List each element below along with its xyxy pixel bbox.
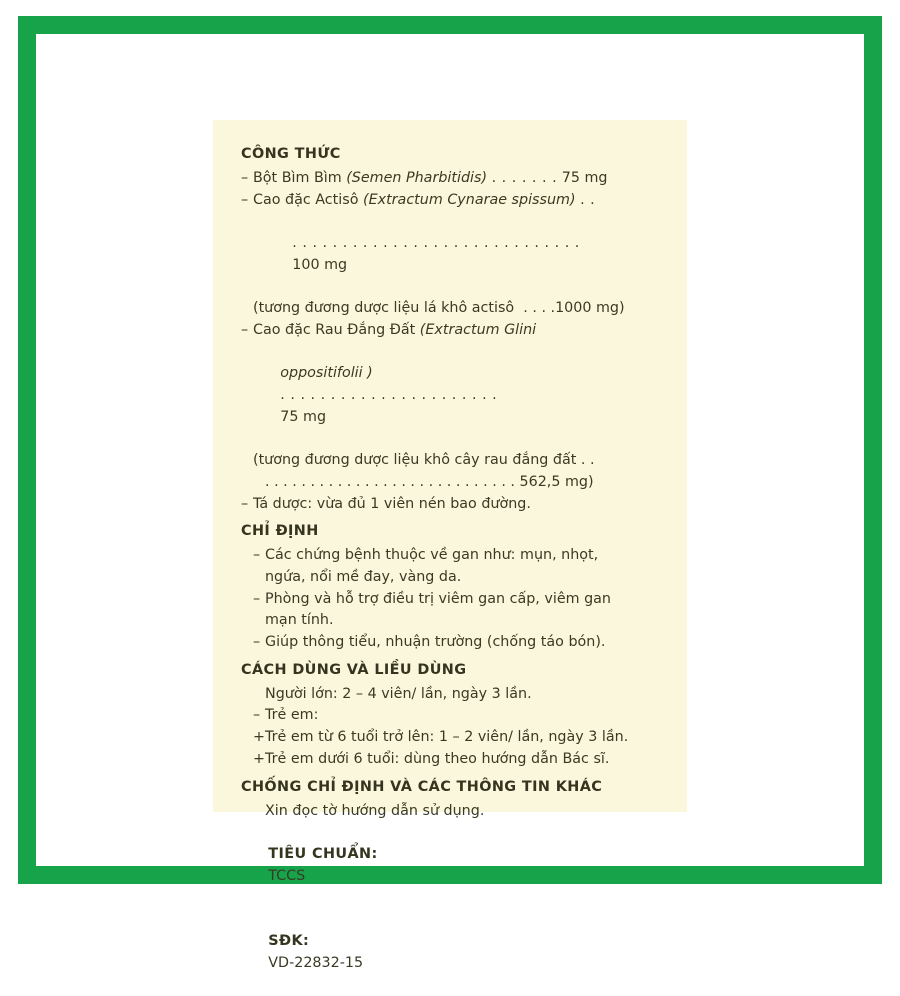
- section-title-formula: CÔNG THỨC: [241, 146, 341, 162]
- ingredient-amount: 75 mg: [280, 408, 327, 425]
- list-bullet: –: [241, 169, 249, 186]
- contraindication-text: Xin đọc tờ hướng dẫn sử dụng.: [265, 802, 485, 819]
- section-title-contraindication: CHỐNG CHỈ ĐỊNH VÀ CÁC THÔNG TIN KHÁC: [241, 778, 603, 795]
- list-bullet: –: [253, 590, 261, 607]
- frame-border-left: [18, 16, 36, 884]
- dosage-item: [241, 705, 669, 727]
- standard-value: TCCS: [268, 867, 306, 884]
- leader-dots: . . . . . . . . . . . . . . . . . . . . . .: [280, 387, 498, 404]
- standard-row: [241, 822, 669, 909]
- dosage-item: [241, 749, 669, 771]
- leader-dots: . . . . . . . . . . . . . . . . . . . . . . . . . . . . .: [292, 235, 580, 252]
- leader-dots: . . . . . . .: [491, 169, 558, 186]
- ingredient-latin-2: oppositifolii ): [280, 365, 373, 382]
- section-title-dosage: CÁCH DÙNG VÀ LIỀU DÙNG: [241, 661, 467, 678]
- formula-item-text: [253, 168, 669, 190]
- dosage-text: Trẻ em:: [265, 707, 319, 724]
- medicine-label: [213, 120, 687, 971]
- dosage-text: Trẻ em từ 6 tuổi trở lên: 1 – 2 viên/ lần, ngày 3 lần.: [265, 729, 629, 746]
- indication-text: [265, 589, 669, 632]
- indication-line: Các chứng bệnh thuộc về gan như: mụn, nhọt,: [265, 547, 599, 564]
- formula-item: [241, 320, 669, 342]
- ingredient-latin: (Extractum Cynarae spissum): [363, 191, 576, 208]
- list-bullet: +: [253, 750, 265, 767]
- formula-note: (tương đương dược liệu lá khô actisô . . . .1000 mg): [253, 300, 625, 317]
- dosage-item: [241, 684, 669, 706]
- formula-latin-continuation: [241, 342, 669, 451]
- indication-text: [265, 545, 669, 588]
- formula-item-text: [253, 190, 669, 212]
- indication-item: [241, 589, 669, 632]
- formula-item-text: [253, 320, 669, 342]
- dosage-text: Người lớn: 2 – 4 viên/ lần, ngày 3 lần.: [265, 685, 532, 702]
- ingredient-latin: (Extractum Glini: [419, 321, 537, 338]
- dosage-text: Trẻ em dưới 6 tuổi: dùng theo hướng dẫn Bác sĩ.: [265, 750, 610, 767]
- list-bullet: –: [241, 321, 249, 338]
- formula-item: [241, 168, 669, 190]
- list-bullet: –: [241, 495, 249, 512]
- ingredient-name: Bột Bìm Bìm: [253, 169, 342, 186]
- section-title-indication: CHỈ ĐỊNH: [241, 523, 319, 540]
- ingredient-name: Cao đặc Rau Đắng Đất: [253, 321, 416, 338]
- ingredient-latin: (Semen Pharbitidis): [346, 169, 488, 186]
- formula-note: (tương đương dược liệu khô cây rau đắng đất . .: [253, 452, 595, 469]
- indication-text: Giúp thông tiểu, nhuận trường (chống táo bón).: [265, 634, 606, 651]
- indication-item: [241, 632, 669, 654]
- list-bullet: +: [253, 729, 265, 746]
- ingredient-amount: 100 mg: [292, 256, 348, 273]
- standard-label: TIÊU CHUẨN:: [268, 845, 378, 862]
- formula-item: [241, 190, 669, 212]
- registration-value: VD-22832-15: [268, 954, 364, 971]
- formula-note-continuation: . . . . . . . . . . . . . . . . . . . . . . . . . . . . 562,5 mg): [265, 473, 594, 490]
- frame-border-top: [18, 16, 882, 34]
- list-bullet: –: [241, 191, 249, 208]
- ingredient-name: Cao đặc Actisô: [253, 191, 359, 208]
- dosage-item: [241, 727, 669, 749]
- indication-line: ngứa, nổi mề đay, vàng da.: [265, 569, 462, 585]
- list-bullet: –: [253, 634, 261, 651]
- formula-amount-continuation: [241, 211, 669, 298]
- list-bullet: –: [253, 707, 261, 724]
- frame-border-right: [864, 16, 882, 884]
- indication-line: Phòng và hỗ trợ điều trị viêm gan cấp, viêm gan: [265, 590, 611, 607]
- excipient-text: Tá dược: vừa đủ 1 viên nén bao đường.: [253, 495, 531, 512]
- indication-item: [241, 545, 669, 588]
- indication-line: mạn tính.: [265, 612, 334, 629]
- formula-item: [241, 494, 669, 516]
- ingredient-amount: 75 mg: [561, 169, 608, 186]
- leader-dots: . .: [580, 191, 596, 208]
- list-bullet: –: [253, 547, 261, 564]
- registration-label: SĐK:: [268, 933, 310, 950]
- registration-row: [241, 909, 669, 996]
